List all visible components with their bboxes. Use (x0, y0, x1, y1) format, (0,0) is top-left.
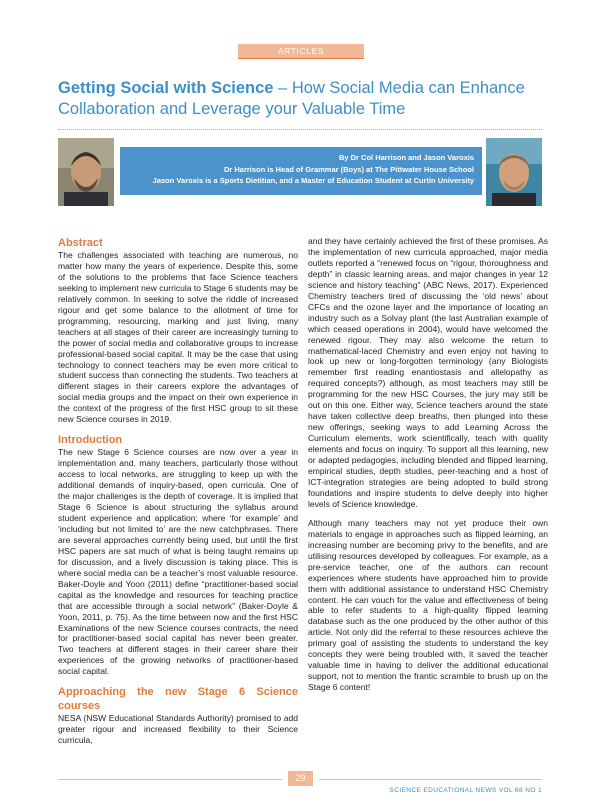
approaching-text: NESA (NSW Educational Standards Authority) promised to add greater rigour and increased flexibility to their Science curricula, (58, 713, 298, 746)
left-column (58, 236, 298, 746)
article-title-bold: Getting Social with Science (58, 79, 274, 97)
approaching-heading: Approaching the new Stage 6 Science courses (58, 686, 298, 713)
abstract-text: The challenges associated with teaching are numerous, no matter how many the years of experience. Despite this, some of the solutions to the problems that face Science teachers seeking to implement new curricula to Stage 6 students may be relatively common. In seeking to solve the riddle of increased rigour and get some balance to the allotment of time for programming, resourcing, marking and just living, many teachers at all stages of their career are increasingly turning to the power of social media and collaborative groups to increase professional-based social capital. It may be the case that using technology to connect teachers may be even more critical to student success than connecting the students. Two teachers at different stages in their careers explore the advantages of social media groups and the impact on their own experience in the context of the progress of the first HSC group to sit these new Science courses in 2019. (58, 250, 298, 425)
right-column (308, 236, 548, 693)
byline-varoxis: Jason Varoxis is a Sports Dietitian, and a Master of Education Student at Curtin University (152, 176, 474, 185)
article-title-rest: – How Social Media can Enhance Collaboration and Leverage your Valuable Time (58, 79, 525, 118)
introduction-text: The new Stage 6 Science courses are now over a year in implementation and, many teachers, particularly those without access to local networks, are struggling to keep up with the additional demands of inquiry-based, open curricula. One of the major challenges is the depth of coverage. It is implied that Stage 6 Science is about structuring the syllabus around student experience and application; where ‘for example’ and ‘including but not limited to’ are the new catchphrases. There are several approaches currently being used, but until the first HSC papers are sat much of what is being taught remains up for discussion, and a lively discussion is taking place. This is where social media can be a teacher’s most valuable resource. Baker-Doyle and Yoon (2011) define “practitioner-based social capital as the knowledge and resources for teaching practice that are accessible through a social network” (Baker-Doyle & Yoon, 2011, p. 75). As the time between now and the first HSC Examinations of the new Science courses contracts, the need for practitioner-based social capital has never been greater. Two teachers at different stages in their career share their experiences of the growing networks of practitioner-based social capital. (58, 447, 298, 677)
author-byline (120, 147, 482, 195)
publication-footer: SCIENCE EDUCATIONAL NEWS VOL 68 NO 1 (389, 787, 542, 794)
author-photo-harrison (58, 138, 114, 206)
page-number: 29 (288, 771, 313, 786)
author-photo-varoxis (486, 138, 542, 206)
byline-harrison: Dr Harrison is Head of Grammar (Boys) at The Pittwater House School (223, 164, 474, 174)
introduction-heading: Introduction (58, 434, 123, 447)
byline-authors: By Dr Col Harrison and Jason Varoxis (338, 153, 474, 162)
abstract-heading: Abstract (58, 237, 103, 249)
footer-rule-right (319, 779, 542, 780)
right-column-paragraph-2: Although many teachers may not yet produce their own materials to engage in approaches such as flipped learning, an increasing number are becoming privy to the benefits, and are utilising resources developed by colleagues. For example, as a pre-service teacher, one of the authors can recount experiences where students have approached him to provide them with additional assistance to understand HSC Chemistry content. He can vouch for the value and effectiveness of being able to refer students to a high-quality flipped learning database such as the one produced by the other author of this article. Not only did the referral to these resources achieve the primary goal of assisting the students to understand the key concepts they were being troubled with, it saved the teacher valuable time in having to deliver the additional educational support, not to mention the frantic scramble to brush up on the Stage 6 content! (308, 517, 548, 693)
section-tab: ARTICLES (238, 44, 364, 58)
article-title (58, 78, 558, 120)
title-divider (58, 129, 542, 130)
right-column-paragraph-1: and they have certainly achieved the first of these promises. As the implementation of new curricula approached, major media outlets reported a “renewed focus on “rigour, thoroughness and depth” in classic learning areas, and major changes in year 12 science and history teaching” (ABC News, 2017). Experienced Chemistry teachers tired of discussing the ‘old news’ about CFCs and the ozone layer and the importance of locating an industry such as a Solvay plant (the last Australian example of which ceased operations in 2004), would have welcomed the renewed rigour. They may also welcome the return to mathematical-laced Chemistry and even enjoy not having to look up new or long-forgotten terminology (any Biologists remember first reading enantiostasis and allelopathy as required concepts?) although, as most teachers may still be programming for the new HSC Courses, the jury may still be out on this one. Either way, Science teachers around the state have taken collective deep breaths, then plunged into these new offerings, seeking ways to add Learning Across the Curriculum elements, work scientifically, teach with quality elements and focus on inquiry. To support all this learning, new or adapted pedagogies, including blended and flipped learning, empirical studies, depth studies, peer-teaching and a host of ICT-integration strategies are being adopted to build strong foundations and inspire students to delve deeply into higher levels of Science knowledge. (308, 236, 548, 509)
section-tab-rule (238, 58, 364, 59)
footer-rule-left (58, 779, 282, 780)
